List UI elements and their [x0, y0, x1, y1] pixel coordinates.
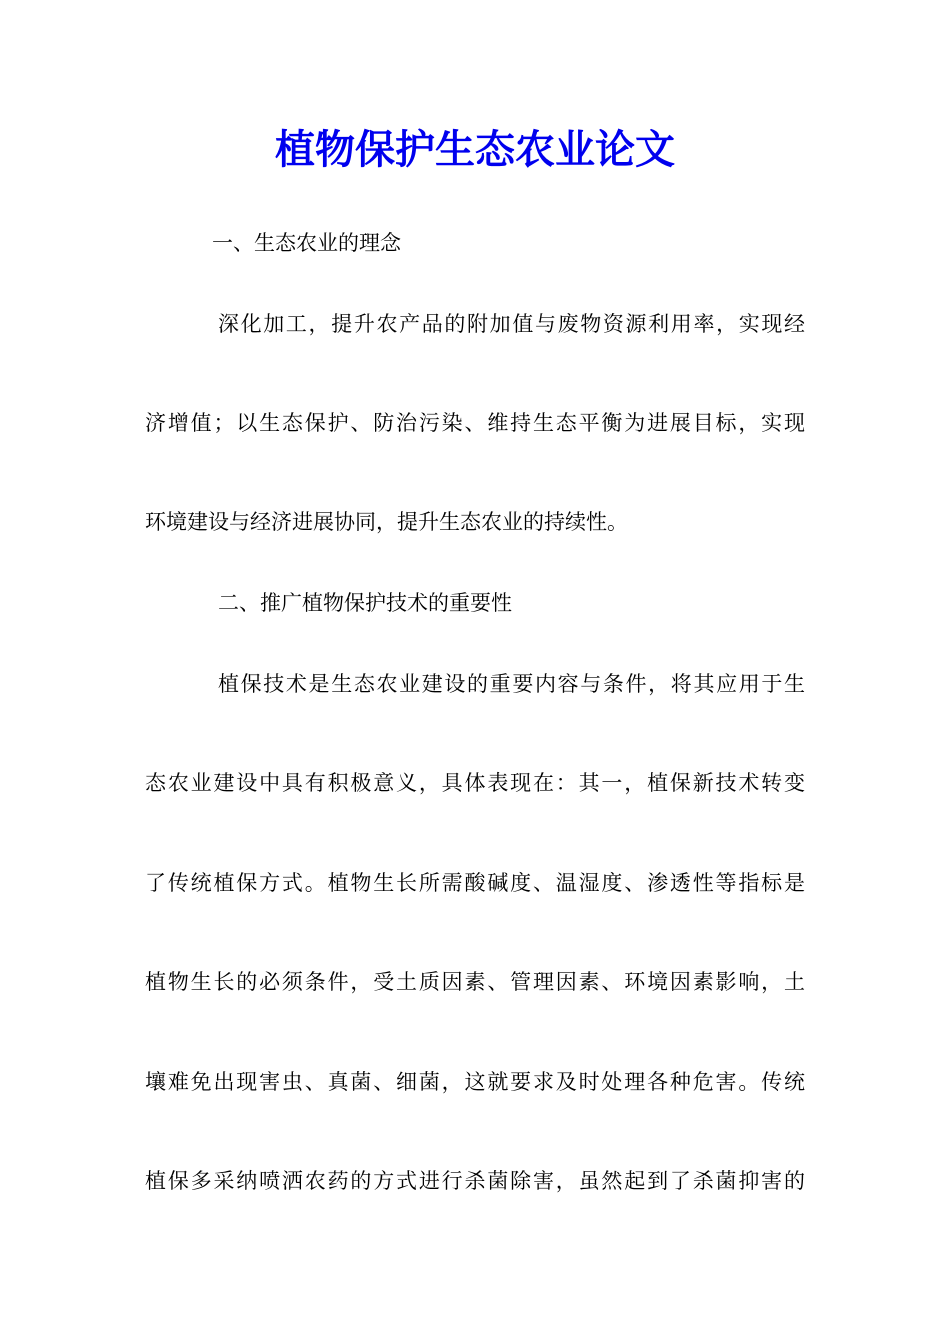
paragraph-line: 深化加工，提升农产品的附加值与废物资源利用率，实现经	[218, 312, 805, 336]
section-2-heading: 二、推广植物保护技术的重要性	[218, 591, 512, 615]
paragraph-line: 济增值；以生态保护、防治污染、维持生态平衡为进展目标，实现	[145, 411, 805, 435]
paragraph-line: 态农业建设中具有积极意义，具体表现在：其一，植保新技术转变	[145, 771, 805, 795]
paragraph-line: 植保多采纳喷洒农药的方式进行杀菌除害，虽然起到了杀菌抑害的	[145, 1169, 805, 1193]
paragraph-line: 植保技术是生态农业建设的重要内容与条件，将其应用于生	[218, 672, 805, 696]
paragraph-line: 了传统植保方式。植物生长所需酸碱度、温湿度、渗透性等指标是	[145, 871, 805, 895]
paragraph-line: 植物生长的必须条件，受土质因素、管理因素、环境因素影响，土	[145, 970, 805, 994]
paragraph-line: 环境建设与经济进展协同，提升生态农业的持续性。	[145, 510, 628, 534]
paragraph-line: 壤难免出现害虫、真菌、细菌，这就要求及时处理各种危害。传统	[145, 1070, 805, 1094]
document-title: 植物保护生态农业论文	[275, 126, 675, 173]
section-1-heading: 一、生态农业的理念	[212, 231, 401, 255]
